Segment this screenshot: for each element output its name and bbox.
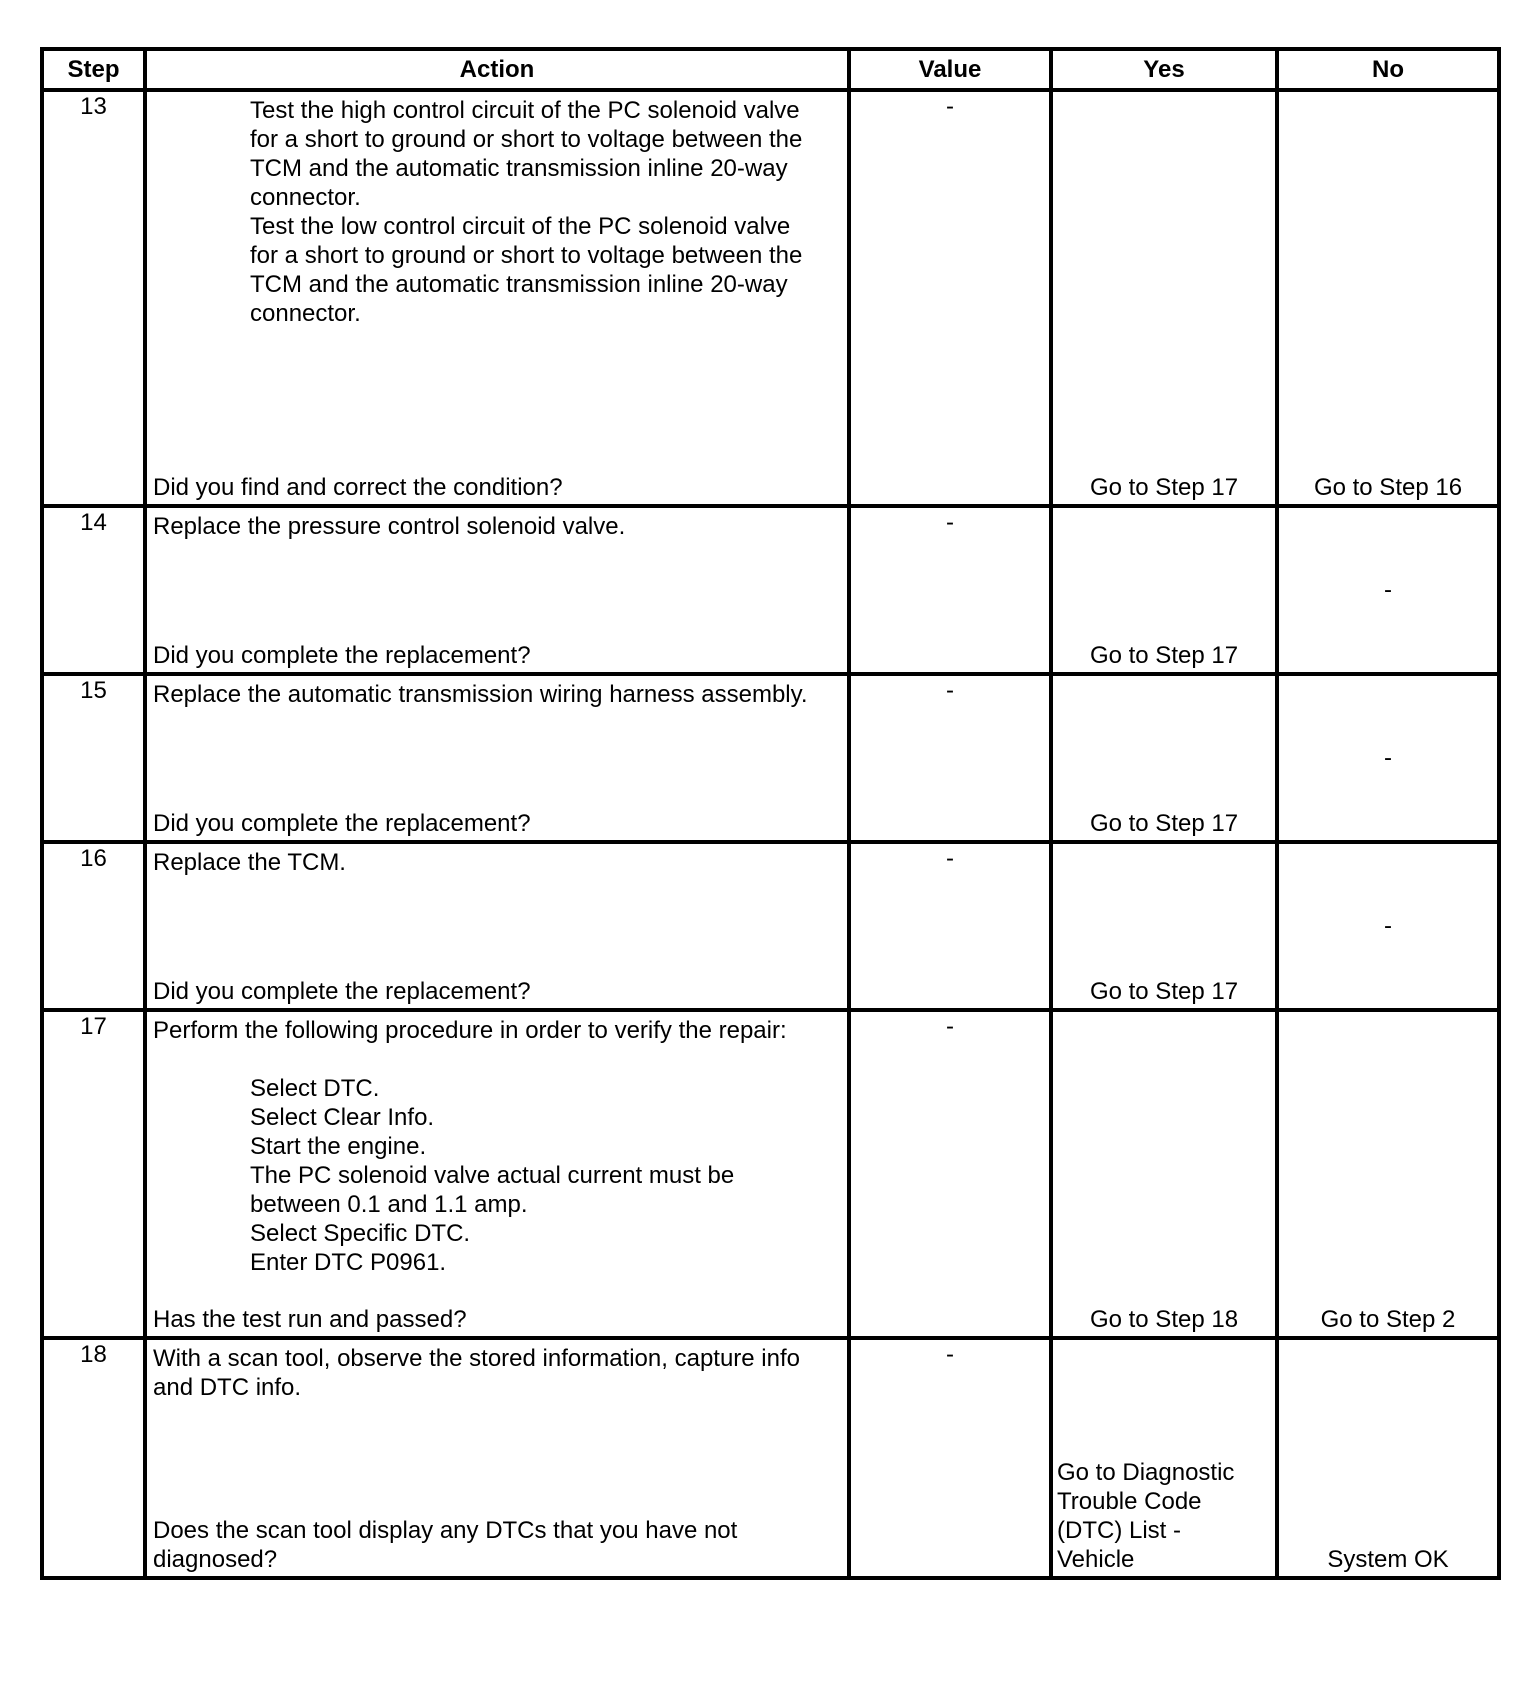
header-step: Step (42, 49, 145, 90)
action-line: and DTC info. (153, 1374, 302, 1401)
action-question: Did you complete the replacement? (153, 810, 531, 837)
yes-link: Go to Step 17 (1089, 642, 1239, 669)
action-question: Did you complete the replacement? (153, 642, 531, 669)
value-cell: - (849, 90, 1051, 506)
yes-cell (1051, 674, 1277, 842)
action-line: for a short to ground or short to voltage between the (250, 126, 803, 153)
yes-line: Vehicle (1057, 1546, 1135, 1573)
yes-cell (1051, 842, 1277, 1010)
action-intro: Perform the following procedure in order to verify the repair: (153, 1017, 787, 1044)
action-line: connector. (250, 184, 361, 211)
step-number: 13 (42, 90, 145, 506)
yes-line: Trouble Code (1057, 1488, 1202, 1515)
no-link: - (1384, 744, 1392, 772)
step-number: 16 (42, 842, 145, 1010)
action-line: Select Clear Info. (250, 1104, 435, 1131)
header-no: No (1277, 49, 1499, 90)
no-link: Go to Step 2 (1320, 1306, 1456, 1333)
header-row (42, 49, 1499, 90)
action-cell (145, 842, 849, 1010)
value-cell: - (849, 674, 1051, 842)
action-cell (145, 506, 849, 674)
table-row-step-16 (42, 842, 1499, 1010)
action-question: Did you complete the replacement? (153, 978, 531, 1005)
table-row-step-17 (42, 1010, 1499, 1338)
header-value: Value (849, 49, 1051, 90)
no-link: - (1384, 912, 1392, 940)
table-row-step-13 (42, 90, 1499, 506)
yes-cell (1051, 1010, 1277, 1338)
yes-link: Go to Step 17 (1089, 810, 1239, 837)
question-line: diagnosed? (153, 1546, 278, 1573)
no-cell (1277, 1338, 1499, 1578)
action-line: With a scan tool, observe the stored information, capture info (153, 1345, 801, 1372)
value-cell: - (849, 842, 1051, 1010)
action-cell (145, 1010, 849, 1338)
no-link: - (1384, 576, 1392, 604)
yes-line: Go to Diagnostic (1057, 1459, 1235, 1486)
no-cell (1277, 90, 1499, 506)
step-number: 17 (42, 1010, 145, 1338)
action-line: for a short to ground or short to voltage between the (250, 242, 803, 269)
header-action: Action (145, 49, 849, 90)
action-line: Replace the automatic transmission wiring harness assembly. (153, 681, 808, 708)
action-line: Select DTC. (250, 1075, 380, 1102)
value-cell: - (849, 1338, 1051, 1578)
yes-line: (DTC) List - (1057, 1517, 1181, 1544)
step-number: 18 (42, 1338, 145, 1578)
action-line: Test the low control circuit of the PC solenoid valve (250, 213, 791, 240)
value-cell: - (849, 506, 1051, 674)
header-yes: Yes (1051, 49, 1277, 90)
action-line: between 0.1 and 1.1 amp. (250, 1191, 528, 1218)
action-line: TCM and the automatic transmission inline 20-way (250, 155, 788, 182)
yes-cell (1051, 506, 1277, 674)
action-line: Select Specific DTC. (250, 1220, 471, 1247)
yes-link: Go to Step 18 (1089, 1306, 1239, 1333)
no-cell (1277, 1010, 1499, 1338)
no-cell (1277, 674, 1499, 842)
no-link: System OK (1327, 1546, 1449, 1573)
action-line: The PC solenoid valve actual current must be (250, 1162, 735, 1189)
action-line: TCM and the automatic transmission inline 20-way (250, 271, 788, 298)
yes-link (1057, 1458, 1273, 1574)
no-link: Go to Step 16 (1313, 474, 1463, 501)
action-question (153, 1516, 841, 1574)
action-line: Replace the TCM. (153, 849, 346, 876)
yes-link: Go to Step 17 (1089, 474, 1239, 501)
action-cell (145, 674, 849, 842)
table-row-step-15 (42, 674, 1499, 842)
diagnostic-table (40, 47, 1501, 1580)
action-line: Start the engine. (250, 1133, 427, 1160)
action-line: connector. (250, 300, 361, 327)
yes-cell (1051, 1338, 1277, 1578)
table-row-step-18 (42, 1338, 1499, 1578)
value-cell: - (849, 1010, 1051, 1338)
action-cell (145, 90, 849, 506)
no-cell (1277, 842, 1499, 1010)
no-cell (1277, 506, 1499, 674)
action-question: Did you find and correct the condition? (153, 474, 563, 501)
yes-link: Go to Step 17 (1089, 978, 1239, 1005)
step-number: 14 (42, 506, 145, 674)
action-question: Has the test run and passed? (153, 1306, 467, 1333)
action-line: Test the high control circuit of the PC solenoid valve (250, 97, 800, 124)
action-cell (145, 1338, 849, 1578)
step-number: 15 (42, 674, 145, 842)
action-line: Replace the pressure control solenoid valve. (153, 513, 626, 540)
table-row-step-14 (42, 506, 1499, 674)
question-line: Does the scan tool display any DTCs that you have not (153, 1517, 738, 1544)
yes-cell (1051, 90, 1277, 506)
action-line: Enter DTC P0961. (250, 1249, 447, 1276)
